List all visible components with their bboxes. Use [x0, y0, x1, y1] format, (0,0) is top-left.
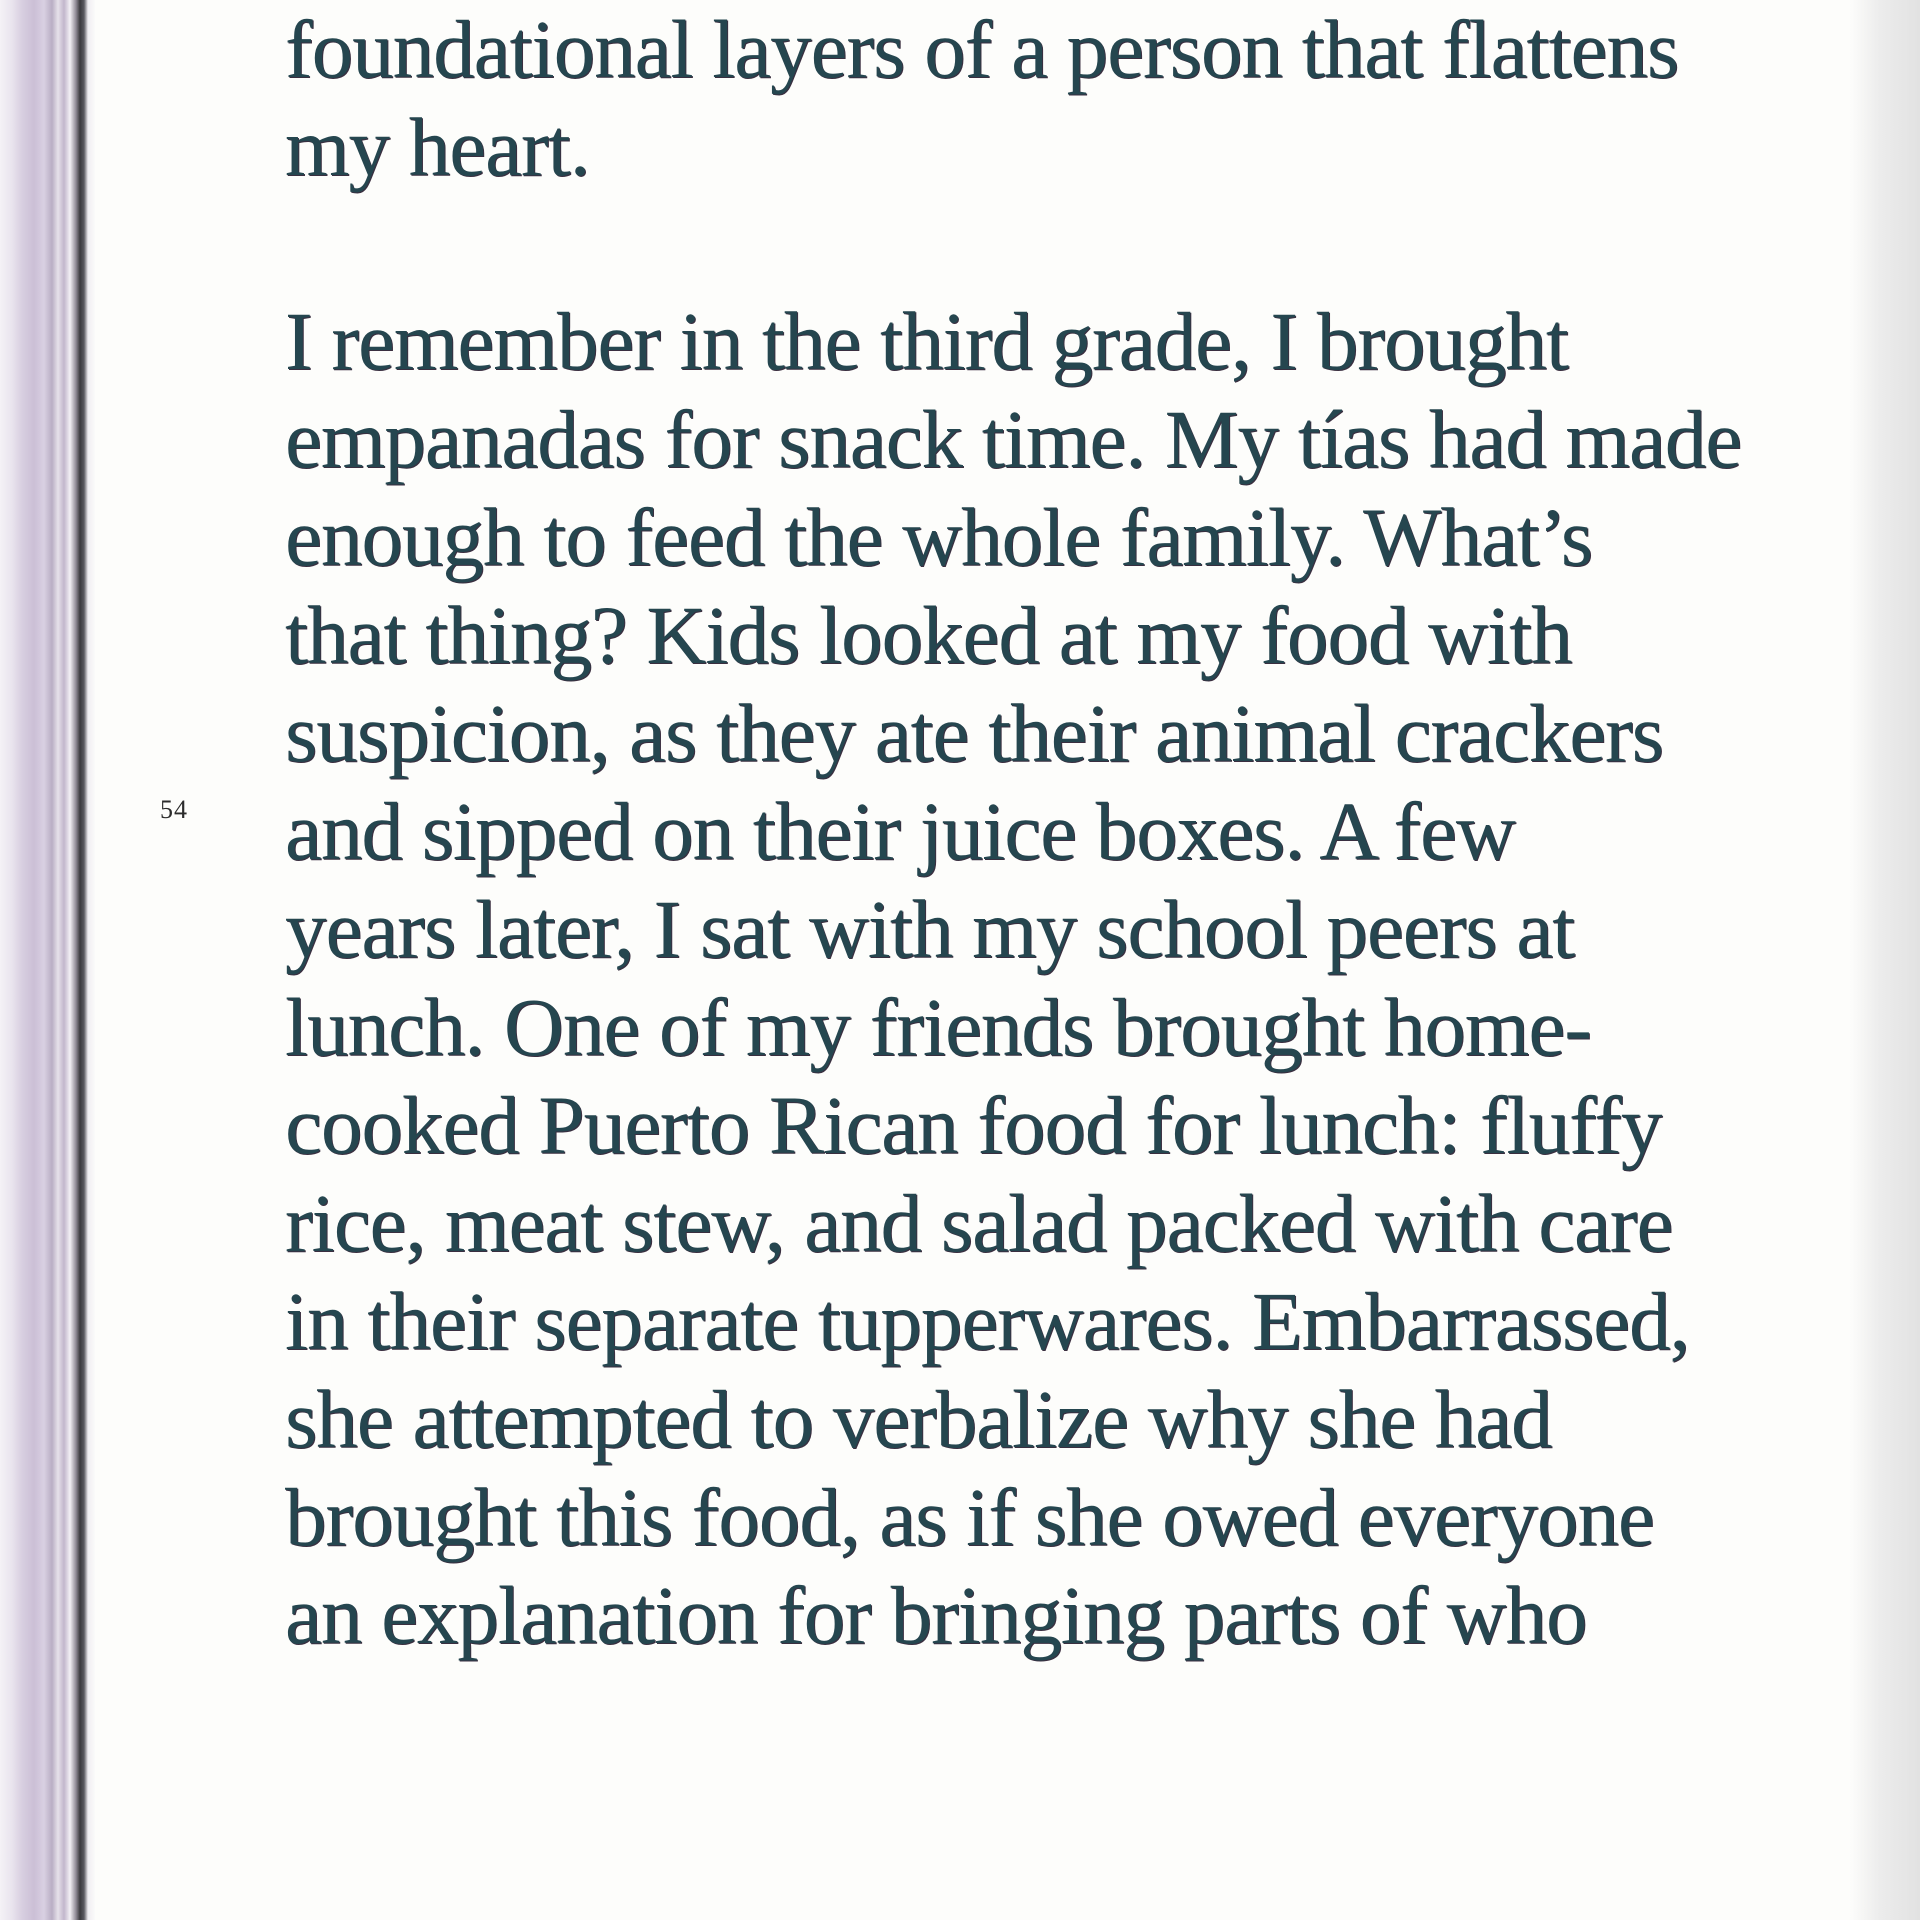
text-line: cooked Puerto Rican food for lunch: fluffy [285, 1079, 1662, 1171]
text-line: lunch. One of my friends brought home- [285, 981, 1591, 1073]
text-line: that thing? Kids looked at my food with [285, 589, 1572, 681]
text-line: my heart. [285, 101, 590, 193]
page-edge-shadow [1850, 0, 1920, 1920]
text-line: enough to feed the whole family. What’s [285, 491, 1593, 583]
text-line: foundational layers of a person that flattens [285, 3, 1679, 95]
body-text [285, 0, 1825, 1664]
book-spine-edge [0, 0, 95, 1920]
text-line: empanadas for snack time. My tías had made [285, 393, 1742, 485]
text-line: years later, I sat with my school peers at [285, 883, 1575, 975]
text-line: rice, meat stew, and salad packed with care [285, 1177, 1673, 1269]
text-line: and sipped on their juice boxes. A few [285, 785, 1515, 877]
page-number: 54 [160, 795, 188, 824]
text-line: an explanation for bringing parts of who [285, 1569, 1587, 1661]
text-line: she attempted to verbalize why she had [285, 1373, 1552, 1465]
text-line: in their separate tupperwares. Embarrassed, [285, 1275, 1690, 1367]
paragraph-2 [285, 292, 1825, 1664]
paragraph-gap [285, 196, 1825, 292]
text-line: brought this food, as if she owed everyone [285, 1471, 1654, 1563]
text-line: suspicion, as they ate their animal crackers [285, 687, 1663, 779]
paragraph-1 [285, 0, 1825, 196]
text-line: I remember in the third grade, I brought [285, 295, 1568, 387]
